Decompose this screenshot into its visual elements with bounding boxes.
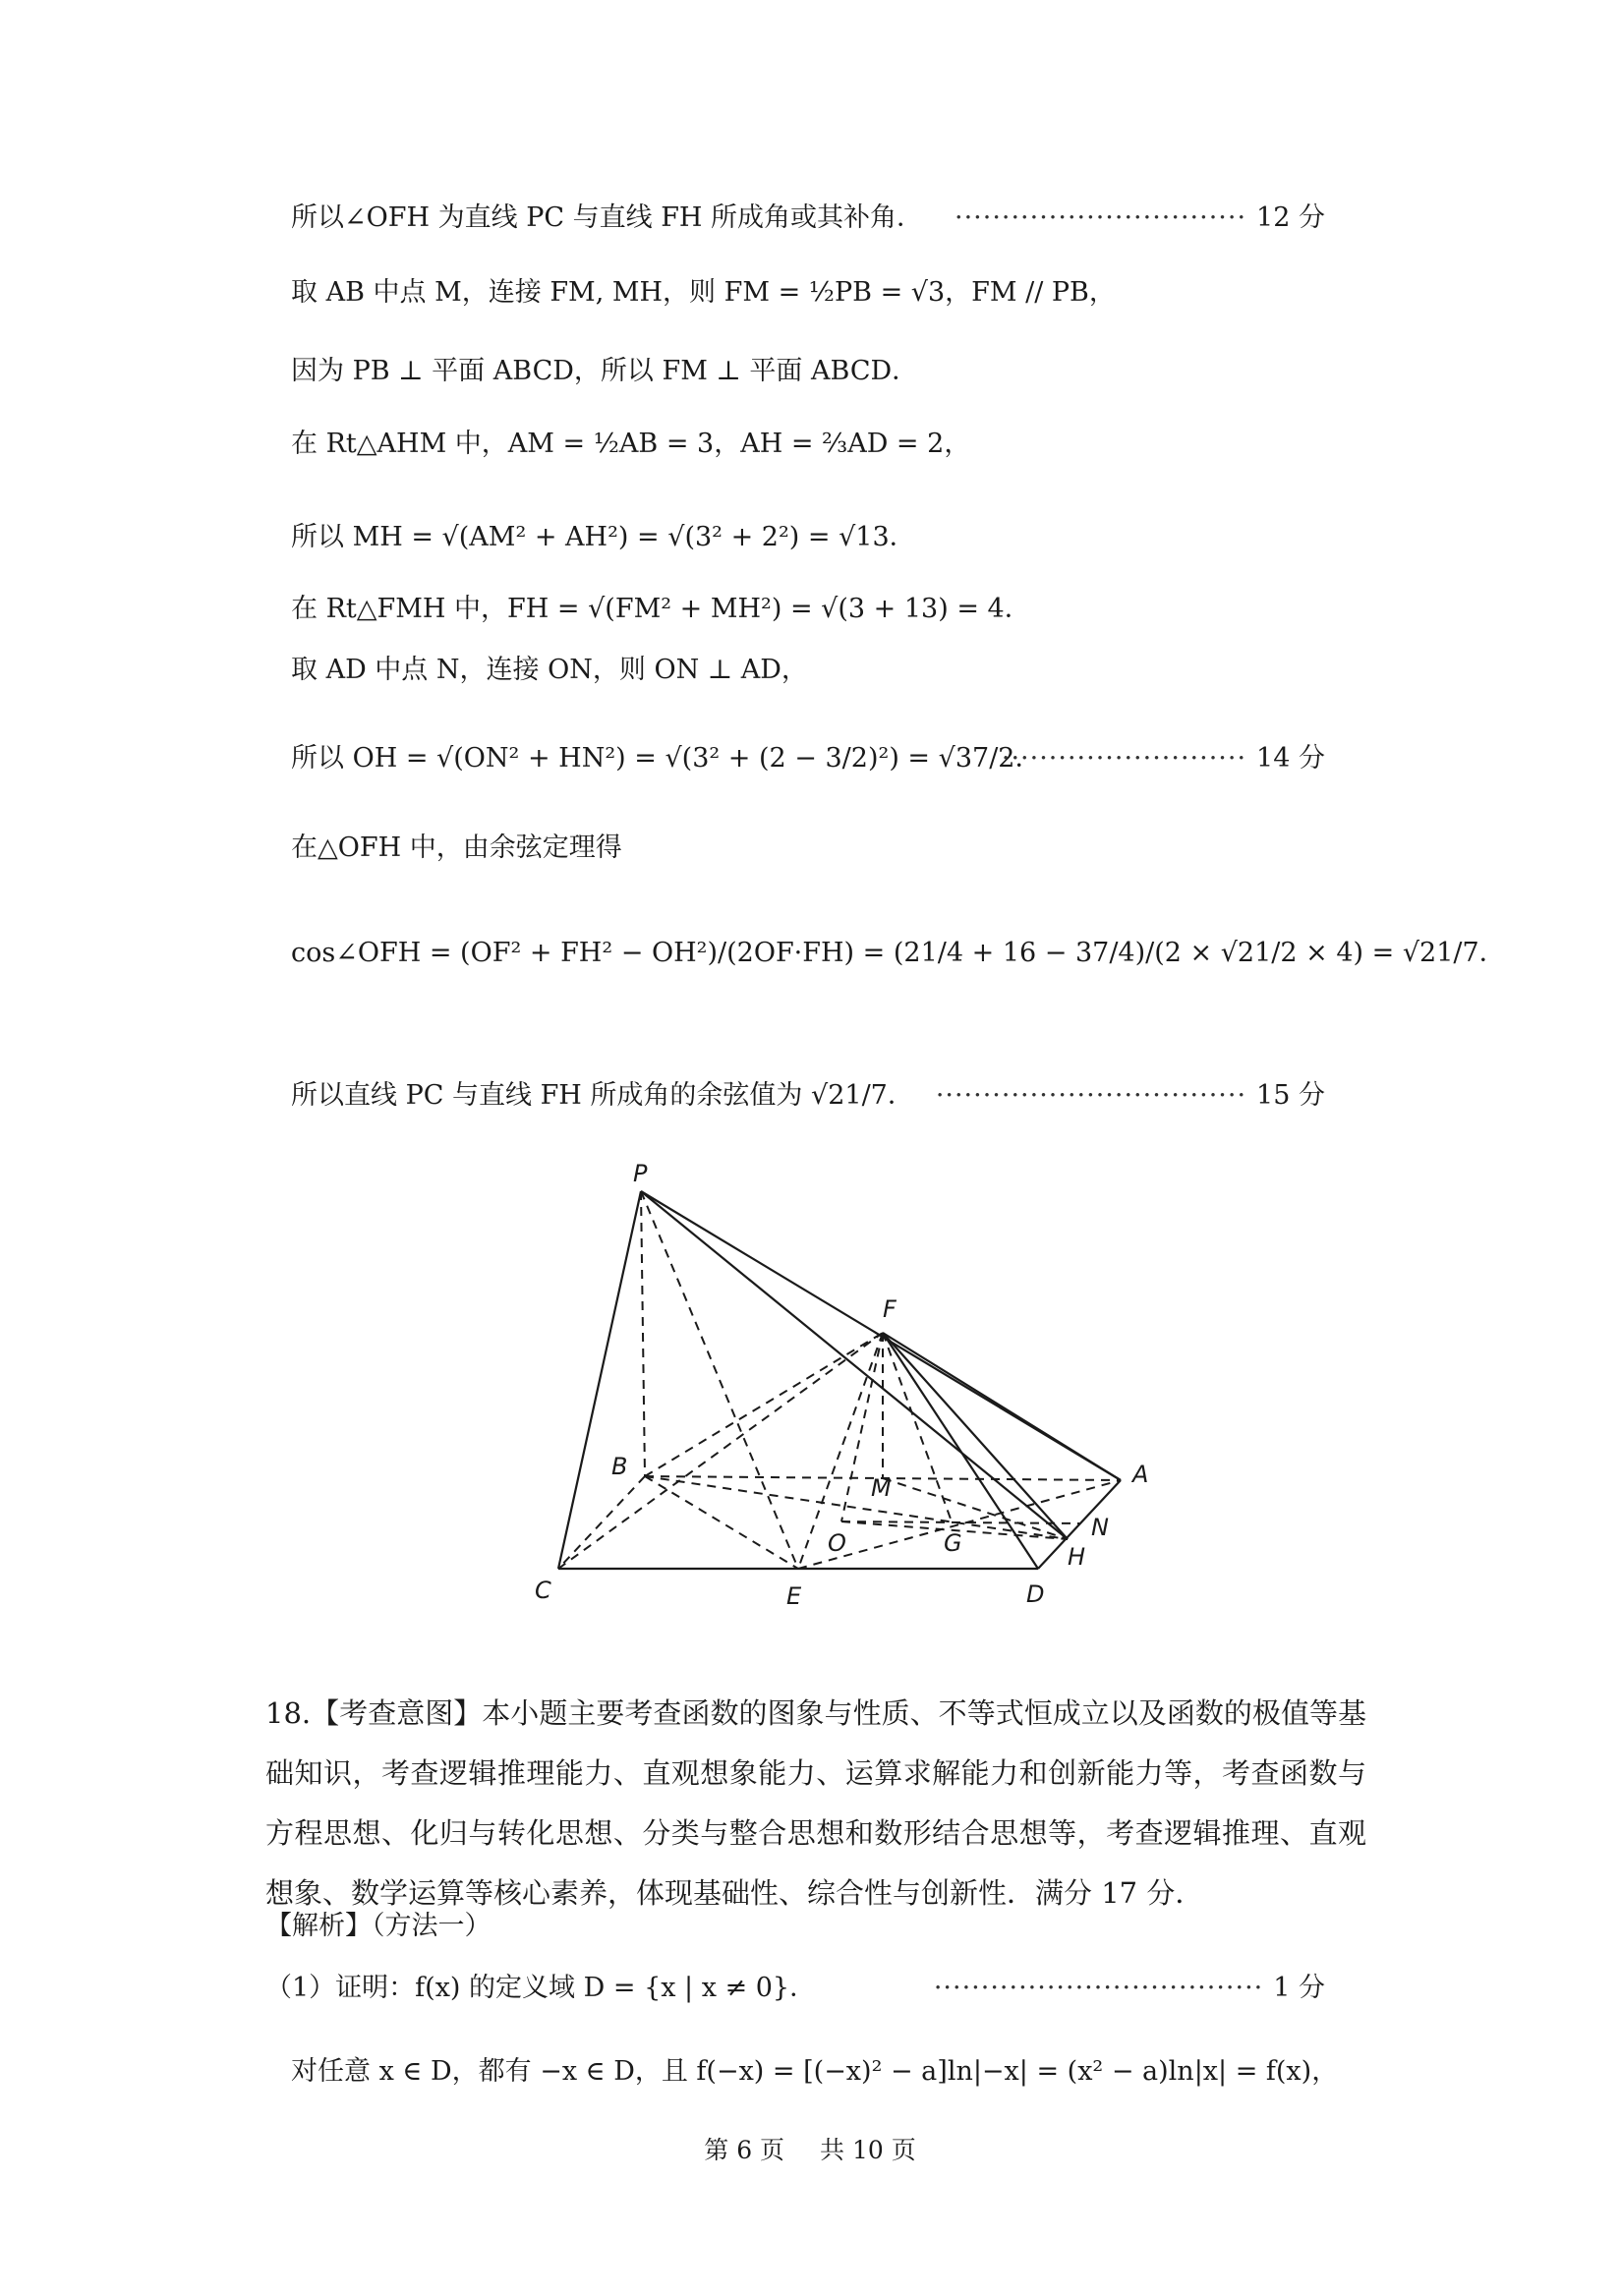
edge-PC [558, 1191, 641, 1569]
solution-line-7: 取 AD 中点 N，连接 ON，则 ON ⊥ AD， [291, 655, 808, 685]
solution-line-11: 所以直线 PC 与直线 FH 所成角的余弦值为 √21/7． [291, 1080, 914, 1111]
cosine-formula: cos∠OFH = (OF² + FH² − OH²)/(2OF·FH) = (21/4 + 16 − 37/4)/(2 × √21/2 × 4) = √21/7． [291, 938, 1506, 968]
label-P: P [633, 1160, 648, 1187]
label-F: F [883, 1295, 897, 1323]
solution-line-3: 因为 PB ⊥ 平面 ABCD，所以 FM ⊥ 平面 ABCD． [291, 356, 919, 386]
label-N: N [1091, 1514, 1109, 1541]
score-15-text: 15 分 [1256, 1080, 1325, 1111]
label-G: G [944, 1529, 962, 1557]
score-15: ································· 15 分 [935, 1080, 1325, 1111]
page-footer [0, 2135, 1620, 2166]
label-M: M [871, 1474, 892, 1502]
dash-PE [641, 1191, 798, 1569]
score-14-text: 14 分 [1256, 743, 1325, 774]
q18-intent: 18.【考查意图】本小题主要考查函数的图象与性质、不等式恒成立以及函数的极值等基础知识，考查逻辑推理能力、直观想象能力、运算求解能力和创新能力等，考查函数与方程思想、化归与转化思想、分类与整合思想和数形结合思想等，考查逻辑推理、直观想象、数学运算等核心素养，体现基础性、综合性与创新性．满分 17 分． [265, 1696, 1366, 1910]
solution-line-8: 所以 OH = √(ON² + HN²) = √(3² + (2 − 3/2)²) = √37/2． [291, 743, 1042, 774]
label-A: A [1132, 1461, 1149, 1488]
score-12-text: 12 分 [1256, 202, 1325, 233]
q18-part1: （1）证明：f(x) 的定义域 D = {x | x ≠ 0}． [265, 1973, 817, 2003]
label-C: C [535, 1577, 551, 1604]
page-number: 第 6 页 [704, 2136, 785, 2164]
solution-line-6: 在 Rt△FMH 中，FH = √(FM² + MH²) = √(3 + 13) = 4． [291, 594, 1031, 624]
label-B: B [611, 1453, 628, 1480]
dash-BE [645, 1476, 798, 1569]
score-12: ······························· 12 分 [954, 202, 1325, 233]
q18-part2: 对任意 x ∈ D，都有 −x ∈ D，且 f(−x) = [(−x)² − a]ln|−x| = (x² − a)ln|x| = f(x)， [291, 2056, 1339, 2087]
solution-line-2: 取 AB 中点 M，连接 FM, MH，则 FM = ½PB = √3，FM // PB， [291, 277, 1116, 308]
page-total: 共 10 页 [820, 2136, 916, 2164]
dash-FG [883, 1333, 952, 1521]
label-D: D [1026, 1580, 1045, 1608]
q18-analysis-heading: 【解析】（方法一） [265, 1911, 492, 1941]
label-E: E [786, 1582, 802, 1610]
solution-line-4: 在 Rt△AHM 中，AM = ½AB = 3，AH = ⅔AD = 2， [291, 429, 971, 459]
dash-BH [645, 1476, 1068, 1539]
edge-FA [883, 1333, 1121, 1480]
solution-line-9: 在△OFH 中，由余弦定理得 [291, 832, 622, 863]
dash-PB [641, 1191, 645, 1476]
solution-line-5: 所以 MH = √(AM² + AH²) = √(3² + 2²) = √13． [291, 522, 916, 552]
score-1-text: 1 分 [1273, 1973, 1325, 2003]
label-O: O [828, 1529, 846, 1557]
dash-BC [558, 1476, 645, 1569]
edge-PH [641, 1191, 1068, 1539]
dash-BF [645, 1333, 883, 1476]
solution-line-1: 所以∠OFH 为直线 PC 与直线 FH 所成角或其补角． [291, 202, 924, 233]
score-1: ··································· 1 分 [933, 1973, 1325, 2003]
label-H: H [1068, 1543, 1086, 1571]
score-14: ·························· 14 分 [1001, 743, 1325, 774]
